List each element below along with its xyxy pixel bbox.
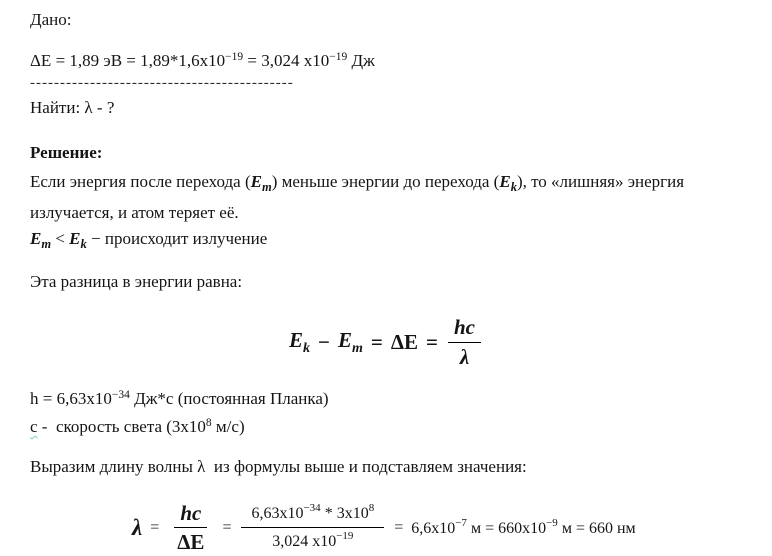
text-run: ) меньше энергии до перехода (: [271, 172, 500, 191]
math-var-Ek: E: [288, 327, 303, 352]
find-line: Найти: λ - ?: [30, 98, 115, 117]
text-run: - скорость света (3x10: [37, 417, 206, 436]
text-run: − происходит излучение: [86, 229, 268, 248]
text-run: м/с): [211, 417, 245, 436]
fraction-numerator: [241, 500, 384, 528]
minus-operator: −: [318, 329, 330, 354]
subscript: k: [303, 340, 310, 356]
fraction-denominator: λ: [459, 344, 470, 369]
text-run: ), то «лишняя» энергия излучается, и атом теряет её.: [30, 172, 685, 222]
final-formula: [132, 500, 742, 556]
exponent: −9: [546, 517, 558, 530]
text-run: м = 660x10: [466, 520, 547, 538]
exponent: −34: [303, 502, 321, 514]
text-run: h = 6,63x10: [30, 389, 112, 408]
math-var-Ek: E: [69, 229, 81, 248]
divider-dashes: --------------------------------------------: [30, 75, 294, 91]
fraction-numerator: hc: [174, 501, 207, 528]
text-run: Дж*с (постоянная Планка): [129, 389, 329, 408]
equals-operator: =: [222, 518, 232, 536]
fraction-denominator: ΔE: [177, 530, 205, 555]
exponent: 8: [368, 502, 375, 514]
given-equation: [30, 44, 742, 74]
exponent: 8: [205, 417, 212, 429]
text-run: ΔE = 1,89 эВ = 1,89*1,6x10: [30, 51, 226, 70]
fraction-denominator: [262, 528, 363, 555]
main-formula: [30, 310, 742, 374]
text-run: Если энергия после перехода (: [30, 172, 251, 191]
text-run: Дж: [347, 51, 375, 70]
math-var-Ek: E: [499, 172, 511, 191]
text-run: м = 660 нм: [557, 520, 636, 538]
given-label: Дано:: [30, 10, 72, 29]
fraction-numeric: [241, 500, 384, 556]
solution-heading: Решение:: [30, 143, 103, 162]
text-run: = 3,024 x10: [243, 51, 330, 70]
formula-term-deltaE: ΔE: [390, 329, 419, 354]
subscript: m: [351, 340, 363, 356]
exponent: −34: [111, 389, 130, 401]
exponent: −7: [455, 517, 467, 530]
express-intro-line: Выразим длину волны λ из формулы выше и подставляем значения:: [30, 457, 527, 476]
fraction-numerator: hc: [448, 315, 481, 342]
math-var-lambda: λ: [132, 514, 143, 540]
text-run: <: [51, 229, 70, 248]
math-var-Em: E: [250, 172, 262, 191]
text-run: 6,6x10: [411, 520, 456, 538]
text-run: 6,63x10: [251, 505, 304, 522]
solution-paragraph: [30, 169, 742, 226]
fraction-hc-over-deltaE: [171, 501, 210, 554]
spellcheck-underlined-c: с: [30, 417, 38, 436]
fraction-hc-over-lambda: [448, 315, 481, 368]
subscript: m: [41, 237, 52, 251]
formula-term-Em: [338, 328, 363, 357]
equals-operator: =: [150, 518, 160, 536]
difference-intro-line: Эта разница в энергии равна:: [30, 272, 243, 291]
exponent: −19: [336, 530, 354, 543]
subscript: k: [510, 180, 517, 194]
math-var-Em: E: [30, 229, 42, 248]
emission-condition-line: [30, 226, 742, 257]
math-var-Em: E: [337, 327, 352, 352]
exponent: −19: [225, 51, 244, 63]
equals-operator: =: [426, 329, 438, 354]
light-speed-line: [30, 411, 742, 439]
equals-operator: =: [370, 329, 383, 354]
subscript: m: [261, 180, 272, 194]
text-run: 3,024 x10: [272, 533, 337, 551]
result-run: [411, 517, 635, 538]
text-run: * 3x10: [320, 505, 369, 522]
subscript: k: [80, 237, 87, 251]
exponent: −19: [329, 51, 348, 63]
equals-operator: =: [394, 518, 404, 536]
planck-constant-line: [30, 383, 742, 411]
formula-term-Ek: [289, 328, 310, 357]
